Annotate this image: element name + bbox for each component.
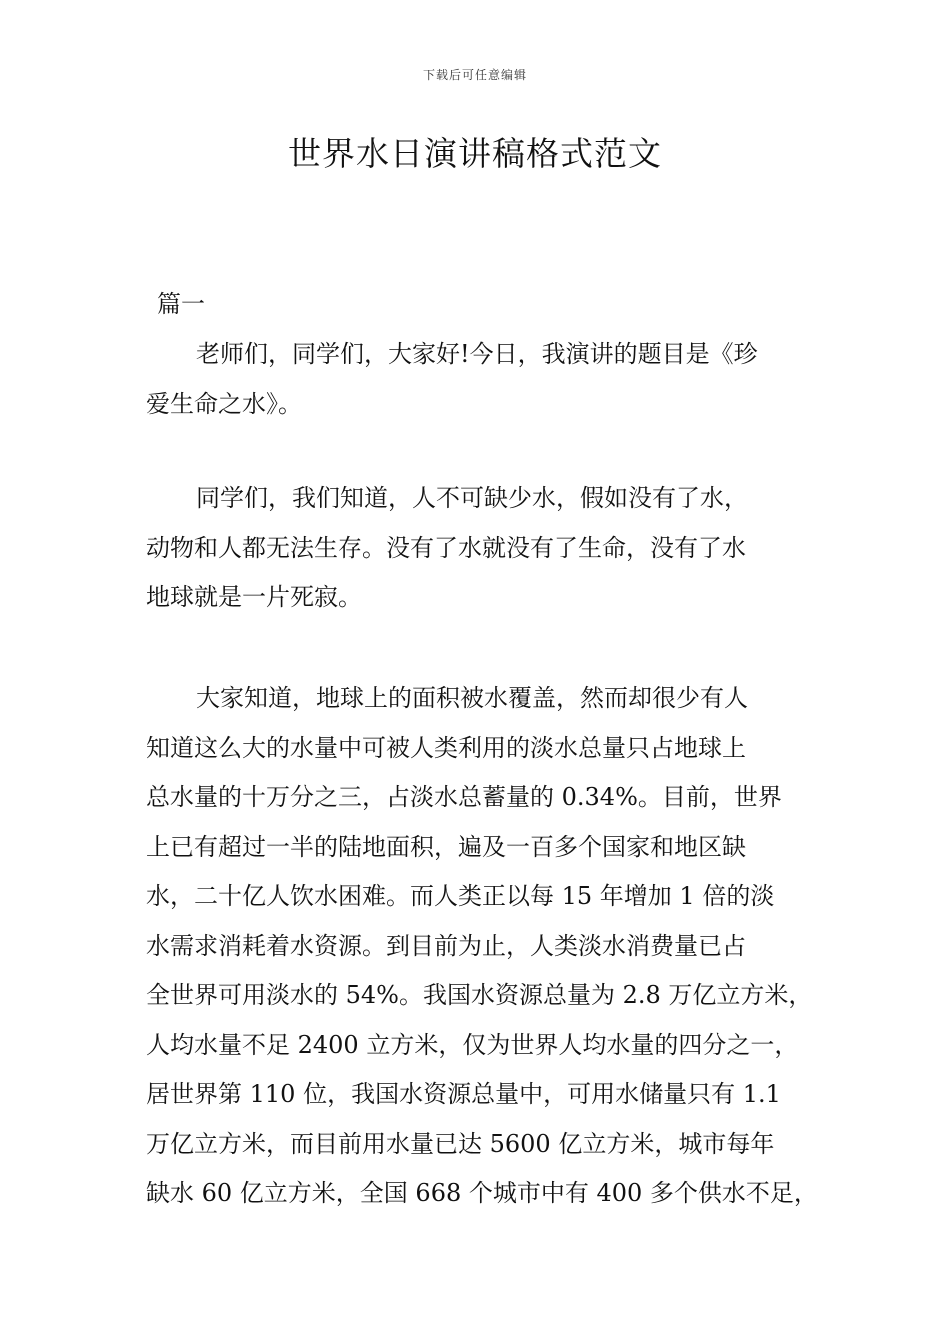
paragraph-line: 老师们，同学们，大家好!今日，我演讲的题目是《珍: [196, 340, 758, 368]
paragraph-line: 上已有超过一半的陆地面积，遍及一百多个国家和地区缺: [146, 832, 746, 861]
paragraph-line: 大家知道，地球上的面积被水覆盖，然而却很少有人: [196, 684, 748, 712]
paragraph-line: 人均水量不足 2400 立方米，仅为世界人均水量的四分之一，: [146, 1030, 799, 1059]
paragraph-line: 地球就是一片死寂。: [146, 583, 362, 611]
paragraph-line: 爱生命之水》。: [146, 389, 302, 418]
paragraph-line: 水，二十亿人饮水困难。而人类正以每 15 年增加 1 倍的淡: [146, 882, 775, 910]
paragraph-line: 同学们，我们知道，人不可缺少水，假如没有了水，: [196, 484, 748, 512]
paragraph-line: 知道这么大的水量中可被人类利用的淡水总量只占地球上: [146, 733, 746, 762]
document-title: 世界水日演讲稿格式范文: [288, 134, 662, 173]
paragraph-line: 总水量的十万分之三，占淡水总蓄量的 0.34%。目前，世界: [146, 783, 782, 811]
section-label: 篇一: [157, 290, 205, 318]
paragraph-3: [146, 674, 818, 1219]
paragraph-line: 缺水 60 亿立方米，全国 668 个城市中有 400 多个供水不足，: [146, 1179, 818, 1207]
paragraph-line: 全世界可用淡水的 54%。我国水资源总量为 2.8 万亿立方米，: [146, 981, 813, 1009]
paragraph-line: 动物和人都无法生存。没有了水就没有了生命，没有了水: [146, 533, 746, 562]
paragraph-line: 万亿立方米，而目前用水量已达 5600 亿立方米，城市每年: [146, 1129, 775, 1158]
paragraph-1: [146, 330, 818, 429]
header-note: 下载后可任意编辑: [422, 68, 527, 82]
paragraph-2: [146, 474, 818, 623]
paragraph-line: 水需求消耗着水资源。到目前为止，人类淡水消费量已占: [146, 931, 746, 960]
paragraph-line: 居世界第 110 位，我国水资源总量中，可用水储量只有 1.1: [146, 1080, 781, 1108]
